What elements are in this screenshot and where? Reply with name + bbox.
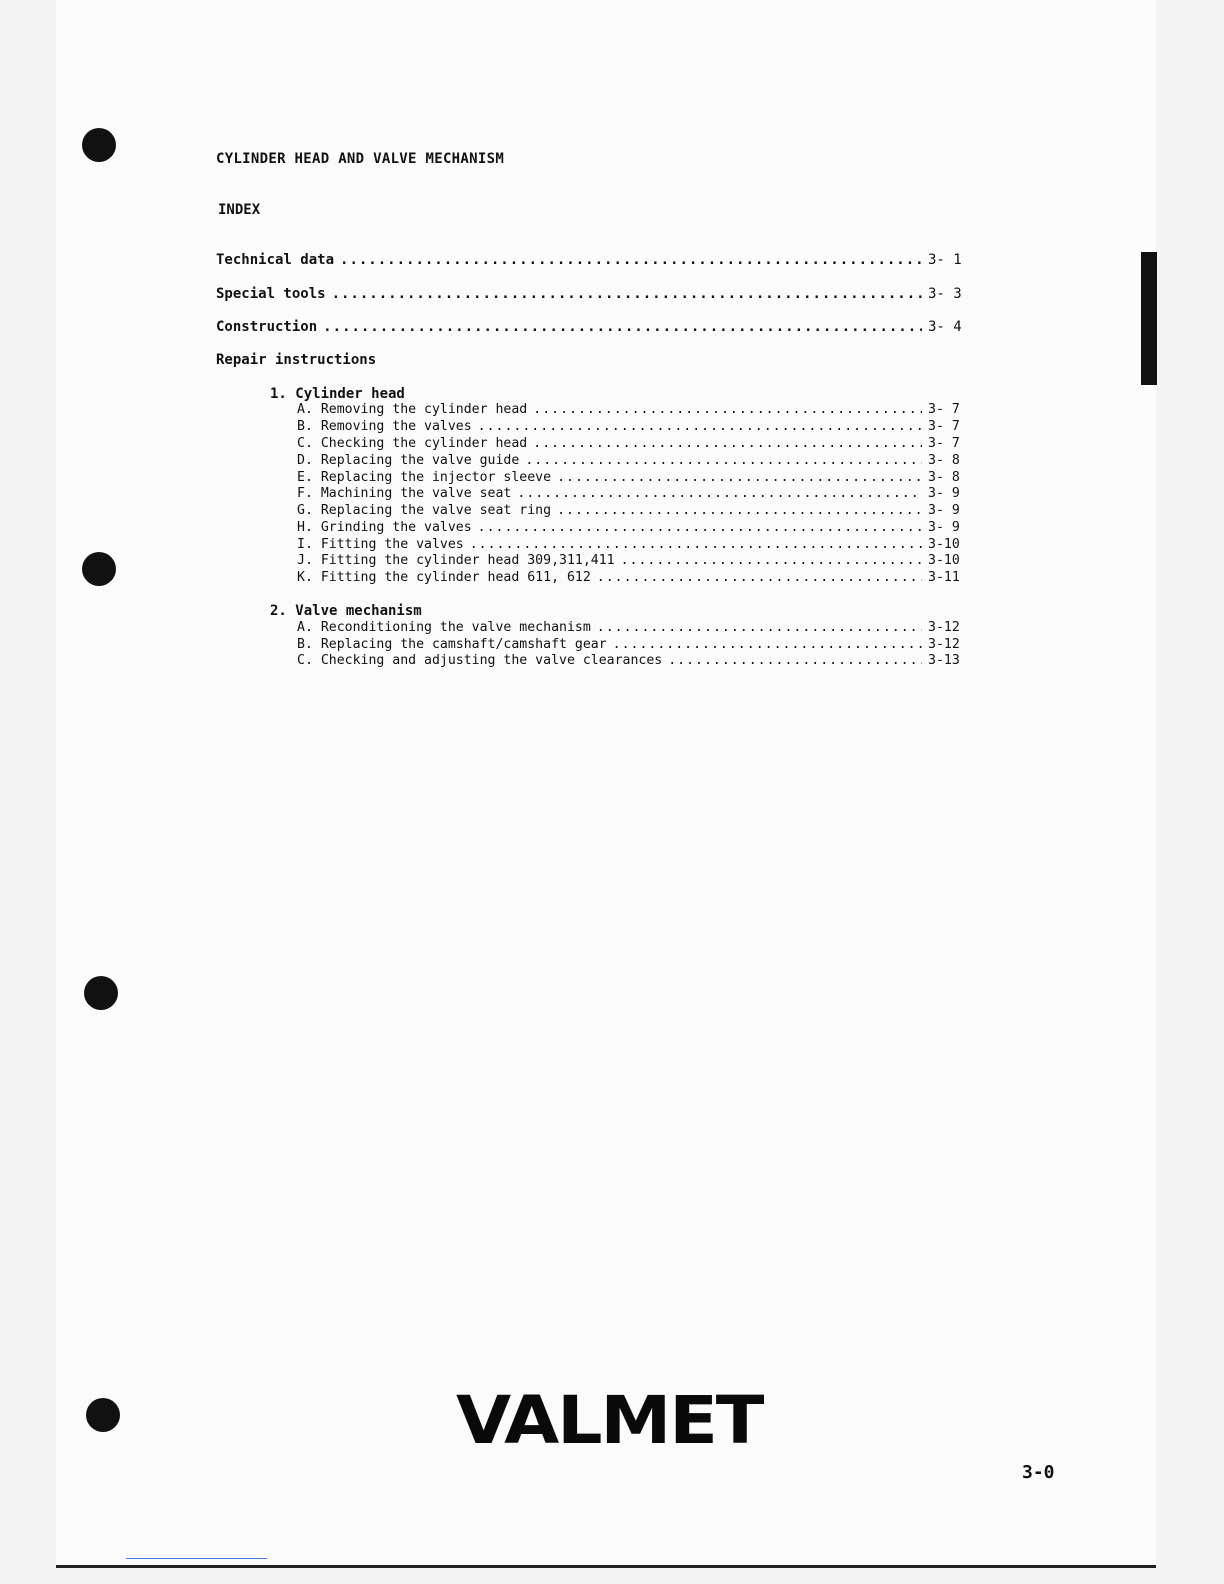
leader-dots <box>470 537 922 552</box>
leader-dots <box>332 286 922 302</box>
toc-entry-page: 3- 9 <box>928 486 960 501</box>
toc-entry-page: 3-12 <box>928 620 960 635</box>
page-bottom-edge <box>56 1565 1156 1568</box>
toc-entry-label: G. Replacing the valve seat ring <box>297 503 552 518</box>
toc-entry-label: E. Replacing the injector sleeve <box>297 470 552 485</box>
section-heading: 2. Valve mechanism <box>270 603 422 619</box>
toc-entry-label: K. Fitting the cylinder head 611, 612 <box>297 570 591 585</box>
toc-entry-page: 3-11 <box>928 570 960 585</box>
toc-entry-page: 3- 1 <box>928 252 962 268</box>
toc-entry-label: Special tools <box>216 286 326 302</box>
leader-dots <box>668 653 922 668</box>
leader-dots <box>597 620 922 635</box>
toc-entry-page: 3-10 <box>928 537 960 552</box>
toc-subentry[interactable] <box>297 503 962 521</box>
leader-dots <box>323 319 922 335</box>
toc-entry-label: F. Machining the valve seat <box>297 486 512 501</box>
document-page <box>56 0 1156 1568</box>
section-tab-marker <box>1141 252 1157 385</box>
binder-hole <box>82 128 116 162</box>
toc-entry-page: 3- 7 <box>928 402 960 417</box>
toc-subentry[interactable] <box>297 570 962 588</box>
toc-entry-page: 3- 9 <box>928 520 960 535</box>
toc-subentry[interactable] <box>297 402 962 420</box>
toc-entry-label: H. Grinding the valves <box>297 520 472 535</box>
toc-entry-label: Technical data <box>216 252 335 268</box>
binder-hole <box>84 976 118 1010</box>
toc-entry-label: B. Replacing the camshaft/camshaft gear <box>297 637 607 652</box>
toc-subentry[interactable] <box>297 419 962 437</box>
toc-entry[interactable] <box>216 252 962 270</box>
leader-dots <box>533 402 922 417</box>
toc-entry-label: I. Fitting the valves <box>297 537 464 552</box>
leader-dots <box>613 637 922 652</box>
toc-entry-page: 3-13 <box>928 653 960 668</box>
binder-hole <box>82 552 116 586</box>
leader-dots <box>525 453 922 468</box>
toc-subentry[interactable] <box>297 620 962 638</box>
leader-dots <box>557 470 922 485</box>
binder-hole <box>86 1398 120 1432</box>
toc-entry-page: 3- 4 <box>928 319 962 335</box>
leader-dots <box>517 486 922 501</box>
index-heading: INDEX <box>218 202 261 218</box>
toc-entry-page: 3- 3 <box>928 286 962 302</box>
toc-entry-label: C. Checking the cylinder head <box>297 436 528 451</box>
toc-subentry[interactable] <box>297 436 962 454</box>
toc-entry[interactable] <box>216 286 962 304</box>
document-title: CYLINDER HEAD AND VALVE MECHANISM <box>216 151 505 167</box>
page-number: 3-0 <box>1022 1462 1055 1483</box>
toc-subentry[interactable] <box>297 520 962 538</box>
toc-subentry[interactable] <box>297 653 962 671</box>
toc-entry-page: 3- 9 <box>928 503 960 518</box>
toc-entry-page: 3- 7 <box>928 419 960 434</box>
leader-dots <box>340 252 922 268</box>
scan-artifact-line <box>126 1558 267 1559</box>
leader-dots <box>478 520 922 535</box>
toc-entry-page: 3- 8 <box>928 470 960 485</box>
toc-entry-label: A. Reconditioning the valve mechanism <box>297 620 591 635</box>
toc-entry-label: A. Removing the cylinder head <box>297 402 528 417</box>
toc-entry-page: 3-12 <box>928 637 960 652</box>
toc-entry[interactable] <box>216 319 962 337</box>
leader-dots <box>533 436 922 451</box>
leader-dots <box>557 503 922 518</box>
toc-subentry[interactable] <box>297 553 962 571</box>
leader-dots <box>597 570 922 585</box>
toc-entry-label: C. Checking and adjusting the valve clearances <box>297 653 663 668</box>
leader-dots <box>621 553 922 568</box>
valmet-logo: VALMET <box>456 1382 763 1459</box>
toc-entry-label: D. Replacing the valve guide <box>297 453 520 468</box>
toc-entry-label: B. Removing the valves <box>297 419 472 434</box>
toc-entry-page: 3- 7 <box>928 436 960 451</box>
repair-instructions-heading: Repair instructions <box>216 352 377 368</box>
toc-entry-label: Construction <box>216 319 318 335</box>
toc-subentry[interactable] <box>297 486 962 504</box>
toc-subentry[interactable] <box>297 453 962 471</box>
toc-entry-page: 3- 8 <box>928 453 960 468</box>
toc-entry-page: 3-10 <box>928 553 960 568</box>
leader-dots <box>478 419 922 434</box>
section-heading: 1. Cylinder head <box>270 386 405 402</box>
toc-entry-label: J. Fitting the cylinder head 309,311,411 <box>297 553 615 568</box>
